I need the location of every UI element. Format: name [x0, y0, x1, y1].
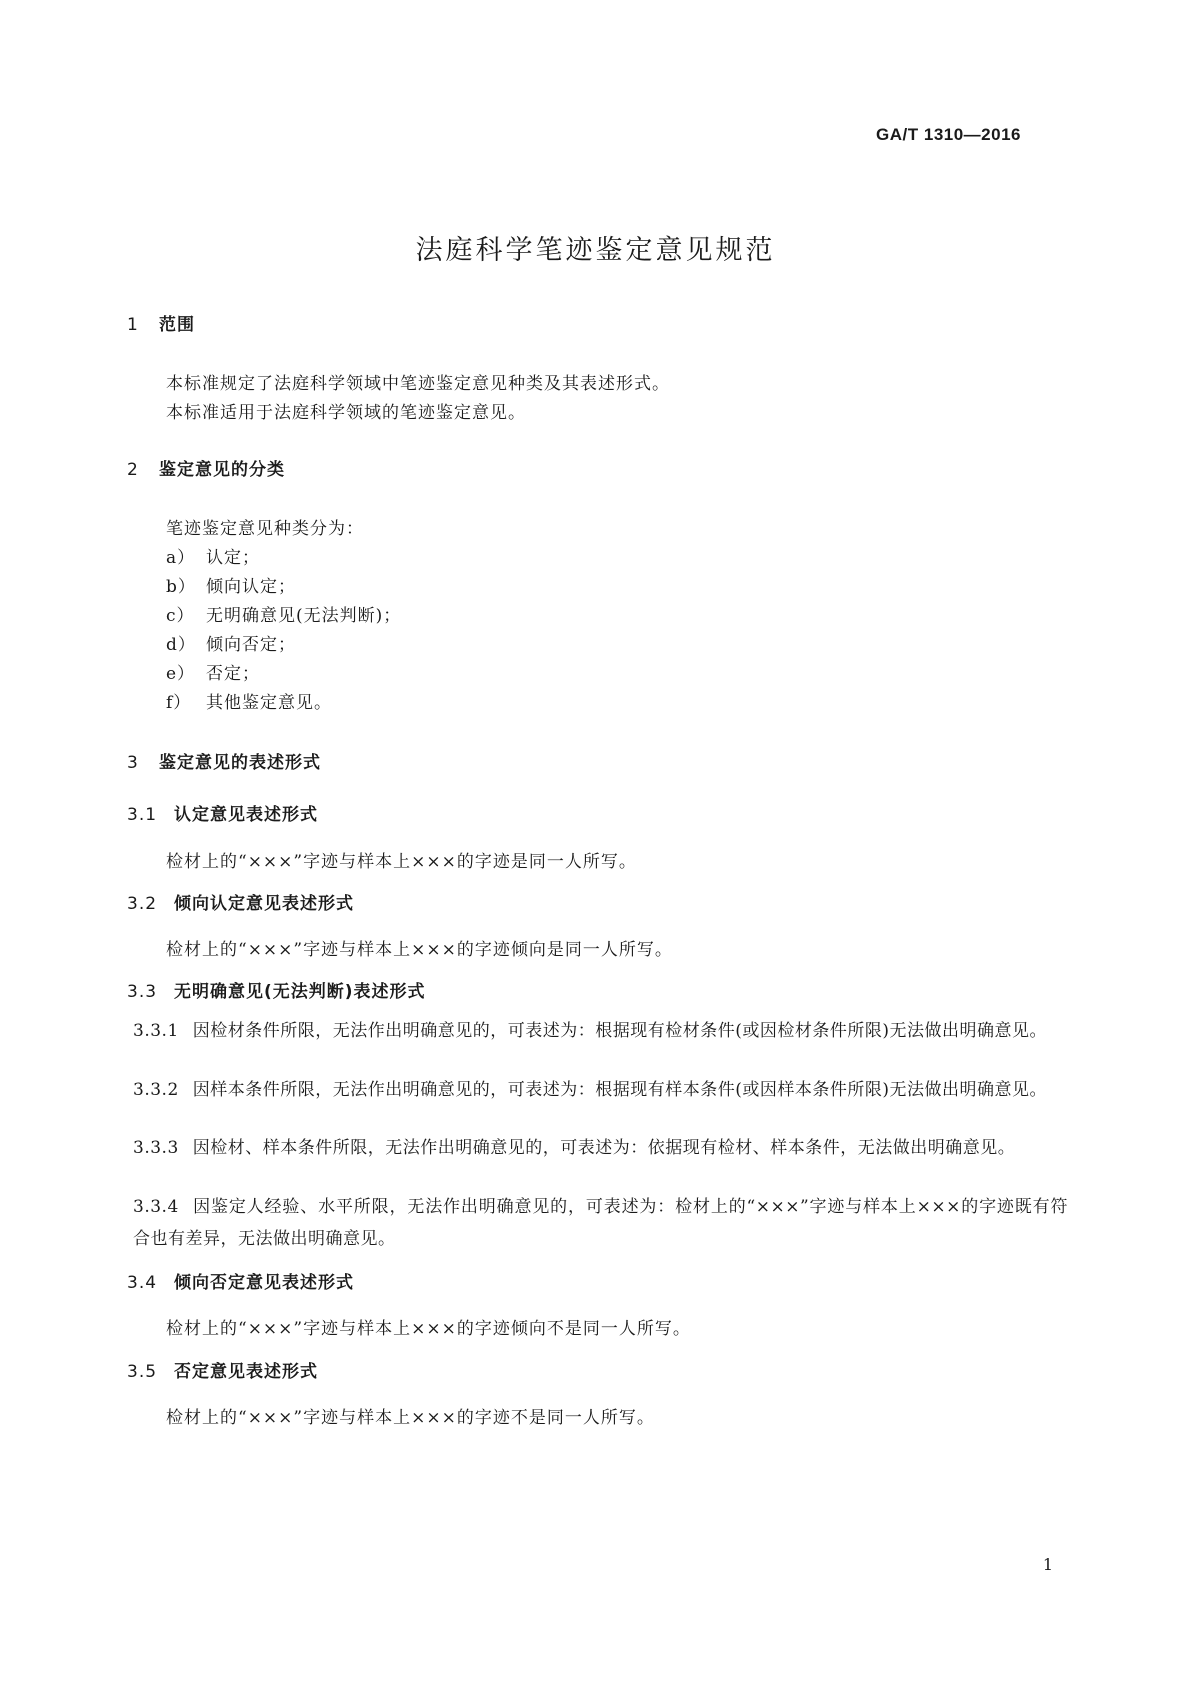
clause-text: 因样本条件所限，无法作出明确意见的，可表述为：根据现有样本条件(或因样本条件所限)无法做出明确意见。 — [192, 1080, 1048, 1100]
list-marker: c） — [166, 606, 195, 626]
subsection-number: 3.4 — [127, 1273, 158, 1293]
list-marker: d） — [166, 635, 196, 655]
list-item — [166, 572, 296, 597]
list-marker: a） — [166, 548, 196, 568]
section-2-heading — [127, 455, 285, 480]
standard-code: GA/T 1310—2016 — [876, 125, 1021, 144]
clause-number: 3.3.4 — [133, 1197, 179, 1217]
list-item — [166, 630, 296, 655]
clause-text: 因鉴定人经验、水平所限，无法作出明确意见的，可表述为：检材上的“×××”字迹与样本上×××的字迹既有符合也有差异，无法做出明确意见。 — [133, 1197, 1068, 1249]
section-title: 鉴定意见的分类 — [159, 460, 285, 480]
subsection-3-3-heading — [127, 977, 426, 1002]
clause-3-3-2 — [133, 1074, 1068, 1106]
clause-number: 3.3.3 — [133, 1138, 179, 1158]
subsection-title: 认定意见表述形式 — [174, 805, 318, 825]
paragraph: 检材上的“×××”字迹与样本上×××的字迹倾向不是同一人所写。 — [166, 1319, 691, 1339]
clause-3-3-1 — [133, 1015, 1068, 1047]
subsection-3-5-heading — [127, 1357, 318, 1382]
section-title: 鉴定意见的表述形式 — [159, 753, 321, 773]
paragraph: 检材上的“×××”字迹与样本上×××的字迹不是同一人所写。 — [166, 1408, 655, 1428]
list-item-text: 倾向否定； — [206, 635, 296, 655]
page-number: 1 — [1042, 1555, 1053, 1574]
section-number: 2 — [127, 460, 139, 480]
subsection-number: 3.5 — [127, 1362, 158, 1382]
subsection-title: 无明确意见(无法判断)表述形式 — [174, 982, 426, 1002]
section-title: 范围 — [159, 315, 195, 335]
section-1-heading — [127, 310, 195, 335]
list-marker: f） — [166, 693, 192, 713]
subsection-3-4-heading — [127, 1268, 354, 1293]
list-item-text: 其他鉴定意见。 — [206, 693, 332, 713]
list-item-text: 否定； — [206, 664, 260, 684]
list-item-text: 认定； — [206, 548, 260, 568]
clause-3-3-4 — [133, 1191, 1068, 1255]
list-item — [166, 659, 260, 684]
list-item-text: 无明确意见(无法判断)； — [206, 606, 402, 626]
list-item — [166, 601, 401, 626]
section-number: 1 — [127, 315, 139, 335]
section-number: 3 — [127, 753, 139, 773]
subsection-title: 否定意见表述形式 — [174, 1362, 318, 1382]
subsection-title: 倾向认定意见表述形式 — [174, 894, 354, 914]
list-marker: e） — [166, 664, 196, 684]
subsection-title: 倾向否定意见表述形式 — [174, 1273, 354, 1293]
list-item-text: 倾向认定； — [206, 577, 296, 597]
section-3-heading — [127, 748, 321, 773]
clause-text: 因检材条件所限，无法作出明确意见的，可表述为：根据现有检材条件(或因检材条件所限)无法做出明确意见。 — [192, 1021, 1048, 1041]
subsection-number: 3.3 — [127, 982, 158, 1002]
subsection-3-2-heading — [127, 889, 354, 914]
list-item — [166, 543, 260, 568]
subsection-number: 3.1 — [127, 805, 158, 825]
list-item — [166, 688, 332, 713]
subsection-3-1-heading — [127, 800, 318, 825]
list-intro: 笔迹鉴定意见种类分为： — [166, 519, 364, 539]
list-marker: b） — [166, 577, 196, 597]
clause-text: 因检材、样本条件所限，无法作出明确意见的，可表述为：依据现有检材、样本条件，无法做出明确意见。 — [192, 1138, 1016, 1158]
subsection-number: 3.2 — [127, 894, 158, 914]
paragraph: 本标准规定了法庭科学领域中笔迹鉴定意见种类及其表述形式。 — [166, 374, 670, 394]
clause-3-3-3 — [133, 1132, 1068, 1164]
clause-number: 3.3.2 — [133, 1080, 179, 1100]
paragraph: 本标准适用于法庭科学领域的笔迹鉴定意见。 — [166, 403, 526, 423]
paragraph: 检材上的“×××”字迹与样本上×××的字迹倾向是同一人所写。 — [166, 940, 673, 960]
paragraph: 检材上的“×××”字迹与样本上×××的字迹是同一人所写。 — [166, 852, 637, 872]
document-title: 法庭科学笔迹鉴定意见规范 — [415, 235, 776, 266]
clause-number: 3.3.1 — [133, 1021, 179, 1041]
